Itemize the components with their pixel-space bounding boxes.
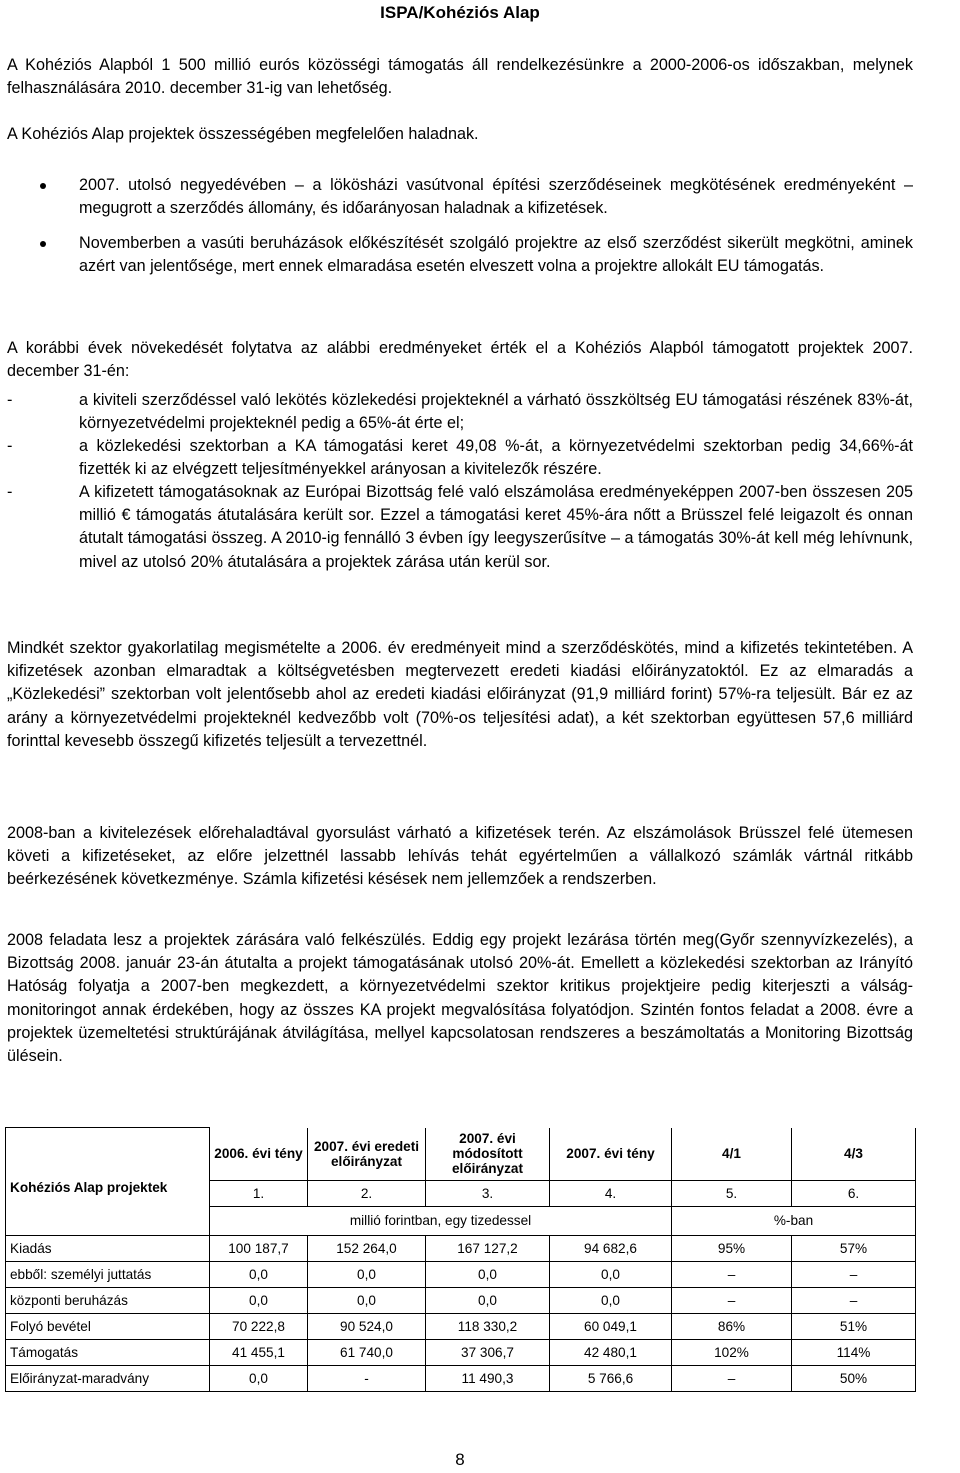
table-cell: – (672, 1287, 792, 1313)
table-cell: 41 455,1 (210, 1339, 308, 1365)
table-cell: 42 480,1 (550, 1339, 672, 1365)
table-colnum-cell: 5. (672, 1180, 792, 1206)
table-row-label: Folyó bevétel (6, 1313, 210, 1339)
bullet-dot (40, 183, 46, 189)
table-cell: 90 524,0 (308, 1313, 426, 1339)
table-row-label: Előirányzat-maradvány (6, 1365, 210, 1391)
intro-paragraph: A Kohéziós Alapból 1 500 millió eurós közösségi támogatás áll rendelkezésünkre a 2000-2006-os időszakban, melynek felhasználására 2010. december 31-ig van lehetőség. (7, 56, 913, 98)
table-cell: 102% (672, 1339, 792, 1365)
table-cell: 50% (792, 1365, 916, 1391)
table-cell: 114% (792, 1339, 916, 1365)
table-row (6, 1287, 916, 1313)
table-row (6, 1339, 916, 1365)
page-title: ISPA/Kohéziós Alap (380, 3, 540, 22)
table-header-cell: 2006. évi tény (210, 1128, 308, 1181)
table-cell: 0,0 (426, 1287, 550, 1313)
dash-item: a közlekedési szektorban a KA támogatási keret 49,08 %-át, a környezetvédelmi szektorban pedig 34,66%-át fizették ki az elvégzett teljesítményekkel arányosan a kivitelezők részére. (79, 437, 913, 479)
table-header-cell: 4/1 (672, 1128, 792, 1181)
table-unit-pct: %-ban (672, 1206, 916, 1235)
table-cell: 94 682,6 (550, 1235, 672, 1261)
table-header-cell: 4/3 (792, 1128, 916, 1181)
table-cell: 51% (792, 1313, 916, 1339)
table-colnum-cell: 4. (550, 1180, 672, 1206)
table-colnum-cell: 2. (308, 1180, 426, 1206)
bullet-item: 2007. utolsó negyedévében – a lökösházi vasútvonal építési szerződéseinek megkötésének eredményeként – megugrott a szerződés állomány, és időarányosan haladnak a kifizetések. (79, 176, 913, 218)
table-cell: – (792, 1261, 916, 1287)
table-colnum-cell: 1. (210, 1180, 308, 1206)
table-cell: 167 127,2 (426, 1235, 550, 1261)
results-paragraph: A korábbi évek növekedését folytatva az alábbi eredményeket érték el a Kohéziós Alapból támogatott projektek 2007. december 31-én: (7, 339, 913, 381)
table-cell: 60 049,1 (550, 1313, 672, 1339)
table-row (6, 1261, 916, 1287)
table-cell: 37 306,7 (426, 1339, 550, 1365)
table-cell: 0,0 (210, 1261, 308, 1287)
table-header-row (6, 1128, 916, 1181)
table-header-cell: 2007. évi módosított előirányzat (426, 1128, 550, 1181)
table-cell: 86% (672, 1313, 792, 1339)
table-row-label: ebből: személyi juttatás (6, 1261, 210, 1287)
sector-paragraph: Mindkét szektor gyakorlatilag megismételte a 2006. év eredményeit mind a szerződéskötés, mind a kifizetés tekintetében. A kifizetések azonban elmaradtak a költségvetésben megtervezett eredeti kiadási előirányzatoktól. Ez az elmaradás a „Közlekedési” szektorban volt jelentősebb ahol az eredeti kiadási előirányzat (91,9 milliárd forint) 57%-ra teljesült. Bár ez az arány a környezetvédelmi projekteknél kedvezőbb volt (70%-os teljesítési adat), a két szektorban együttesen 57,6 milliárd forinttal kevesebb összegű kifizetés teljesült a tervezettnél. (7, 639, 913, 750)
dash-marker: - (7, 391, 13, 409)
table-header-cell: 2007. évi tény (550, 1128, 672, 1181)
table-cell: 0,0 (308, 1261, 426, 1287)
table-row (6, 1235, 916, 1261)
table-cell: – (672, 1365, 792, 1391)
table-row (6, 1313, 916, 1339)
table-cell: 118 330,2 (426, 1313, 550, 1339)
cohesion-fund-table (5, 1127, 916, 1392)
table-cell: 0,0 (550, 1287, 672, 1313)
table-cell: 0,0 (550, 1261, 672, 1287)
table-row-label: Kiadás (6, 1235, 210, 1261)
table-cell: – (672, 1261, 792, 1287)
dash-item: A kifizetett támogatásoknak az Európai Bizottság felé való elszámolása eredményeképpen 2007-ben összesen 205 millió € támogatás átutalására került sor. Ezzel a támogatási keret 45%-ára nőtt a Brüsszel felé leigazolt és onnan átutalt támogatási összeg. A 2010-ig fennálló 3 évben így leegyszerűsítve – a támogatás 30%-át kell még lehívnunk, mivel az utolsó 20% átutalására a projektek zárása után kerül sor. (79, 483, 913, 571)
table-cell: - (308, 1365, 426, 1391)
table-cell: 0,0 (210, 1365, 308, 1391)
table-cell: 61 740,0 (308, 1339, 426, 1365)
table-cell: 0,0 (426, 1261, 550, 1287)
table-corner-cell: Kohéziós Alap projektek (6, 1128, 210, 1236)
table-cell: – (792, 1287, 916, 1313)
outlook-paragraph: 2008-ban a kivitelezések előrehaladtával gyorsulást várható a kifizetések terén. Az elszámolások Brüsszel felé ütemesen követi a kifizetéseket, az előre jelzettnél lassabb lehívás tehát egyértelműen a vállalkozó számlák vártnál ritkább beérkezésének következménye. Számla kifizetési késések nem jellemzőek a rendszerben. (7, 824, 913, 889)
table-cell: 11 490,3 (426, 1365, 550, 1391)
table-cell: 0,0 (210, 1287, 308, 1313)
table-cell: 5 766,6 (550, 1365, 672, 1391)
progress-paragraph: A Kohéziós Alap projektek összességében megfelelően haladnak. (7, 125, 479, 143)
dash-item: a kiviteli szerződéssel való lekötés közlekedési projekteknél a várható összköltség EU támogatási részének 83%-át, környezetvédelmi projekteknél pedig a 65%-át érte el; (79, 391, 913, 433)
table-cell: 95% (672, 1235, 792, 1261)
dash-marker: - (7, 437, 13, 455)
bullet-dot (40, 241, 46, 247)
table-row-label: központi beruházás (6, 1287, 210, 1313)
table-cell: 0,0 (308, 1287, 426, 1313)
bullet-item: Novemberben a vasúti beruházások előkészítését szolgáló projektre az első szerződést sikerült megkötni, aminek azért van jelentősége, mert ennek elmaradása esetén elveszett volna a projektre allokált EU támogatás. (79, 234, 913, 276)
table-row-label: Támogatás (6, 1339, 210, 1365)
table-cell: 100 187,7 (210, 1235, 308, 1261)
page-number: 8 (455, 1450, 465, 1469)
table-header-cell: 2007. évi eredeti előirányzat (308, 1128, 426, 1181)
table-unit-huf: millió forintban, egy tizedessel (210, 1206, 672, 1235)
table-colnum-cell: 3. (426, 1180, 550, 1206)
table-colnum-cell: 6. (792, 1180, 916, 1206)
table-row (6, 1365, 916, 1391)
table-cell: 70 222,8 (210, 1313, 308, 1339)
closure-paragraph: 2008 feladata lesz a projektek zárására való felkészülés. Eddig egy projekt lezárása történ meg(Győr szennyvízkezelés), a Bizottság 2008. január 23-án átutalta a projekt támogatásának utolsó 20%-át. Emellett a közlekedési szektorban az Irányító Hatóság folyatja a 2007-ben megkezdett, a környezetvédelmi szektor kritikus projektjeire pedig kiterjeszti a válság-monitoringot annak érdekében, hogy az összes KA projekt megvalósítása folyatódjon. Szintén fontos feladat a 2008. évre a projektek üzemeltetési struktúrájának átvilágítása, mellyel kapcsolatosan rendszeres a beszámoltatás a Monitoring Bizottság ülésein. (7, 931, 913, 1066)
table-cell: 152 264,0 (308, 1235, 426, 1261)
dash-marker: - (7, 483, 13, 501)
table-cell: 57% (792, 1235, 916, 1261)
